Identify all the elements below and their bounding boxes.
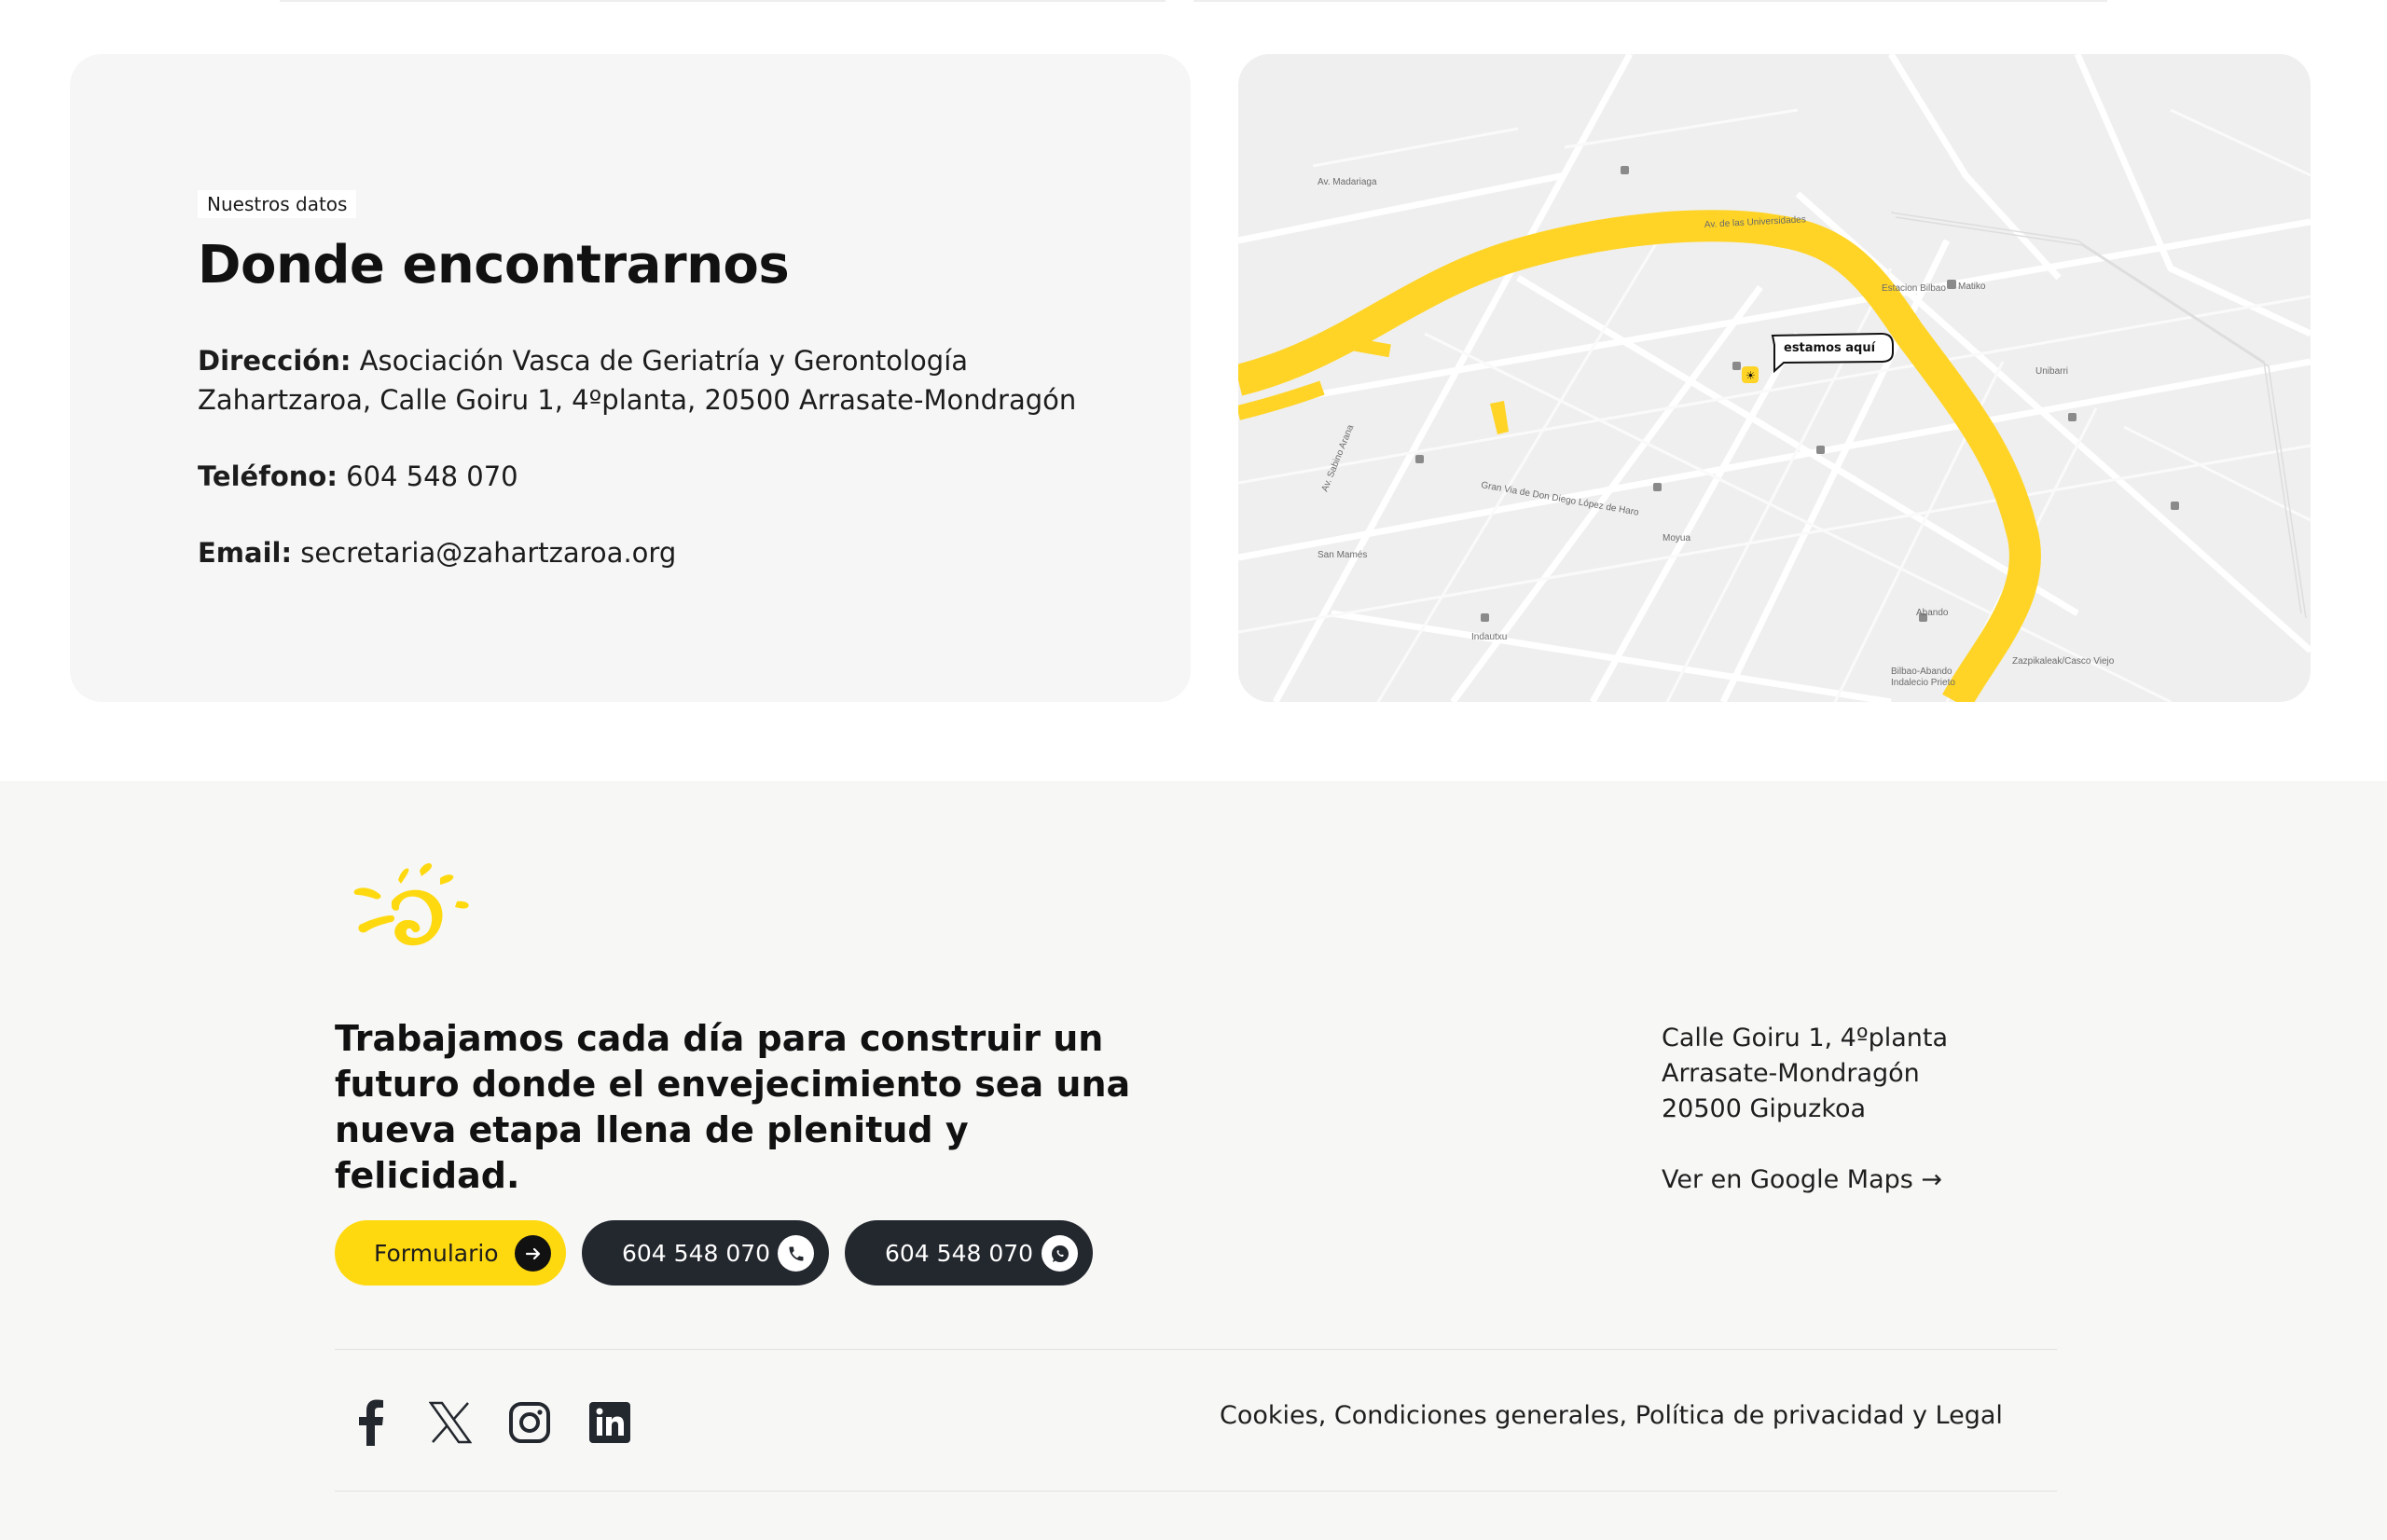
whatsapp-button[interactable] (845, 1220, 1093, 1286)
email-value[interactable]: secretaria@zahartzaroa.org (300, 537, 677, 569)
map-marker-label: estamos aquí (1784, 341, 1876, 355)
email-label: Email: (198, 537, 293, 569)
svg-text:Av. Madariaga: Av. Madariaga (1318, 177, 1377, 187)
instagram-link[interactable] (506, 1398, 553, 1447)
email-row (198, 533, 1130, 572)
call-button-label: 604 548 070 (622, 1239, 771, 1267)
x-icon (429, 1401, 472, 1444)
svg-text:Estacion Bilbao: Estacion Bilbao (1882, 283, 1946, 294)
x-link[interactable] (427, 1398, 474, 1447)
contact-card (70, 54, 1191, 702)
linkedin-icon (588, 1401, 631, 1444)
phone-row (198, 457, 1130, 496)
section-eyebrow: Nuestros datos (198, 190, 356, 218)
svg-text:Abando: Abando (1916, 608, 1949, 618)
instagram-icon (508, 1401, 551, 1444)
address-value: Asociación Vasca de Geriatría y Gerontología Zahartzaroa, Calle Goiru 1, 4ºplanta, 20500 Arrasate-Mondragón (198, 345, 1077, 416)
svg-text:Matiko: Matiko (1958, 282, 1986, 292)
legal-links[interactable]: Cookies, Condiciones generales, Política de privacidad y Legal (1220, 1401, 2003, 1430)
svg-text:Indautxu: Indautxu (1471, 632, 1508, 642)
address-row (198, 341, 1130, 419)
svg-text:Gran Via de Don Diego López de: Gran Via de Don Diego López de Haro (1480, 480, 1640, 518)
arrow-right-icon (515, 1235, 551, 1272)
svg-text:☀: ☀ (1745, 369, 1756, 382)
svg-text:Indalecio Prieto: Indalecio Prieto (1891, 678, 1955, 688)
form-button-label: Formulario (374, 1239, 499, 1267)
address-line: 20500 Gipuzkoa (1662, 1094, 1867, 1123)
facebook-link[interactable] (348, 1398, 394, 1447)
footer-divider-bottom (335, 1491, 2057, 1492)
svg-text:Unibarri: Unibarri (2035, 366, 2069, 377)
top-divider (0, 0, 2387, 2)
phone-label: Teléfono: (198, 461, 338, 492)
footer-address (1662, 1021, 1948, 1127)
phone-icon (778, 1235, 814, 1272)
address-line: Calle Goiru 1, 4ºplanta (1662, 1024, 1949, 1052)
svg-text:Av. de las Universidades: Av. de las Universidades (1704, 214, 1807, 230)
page-title: Donde encontrarnos (198, 235, 790, 296)
footer-divider (335, 1349, 2057, 1350)
svg-text:Moyua: Moyua (1663, 533, 1691, 543)
sun-logo-icon[interactable] (347, 859, 482, 953)
location-map[interactable] (1238, 54, 2311, 702)
address-label: Dirección: (198, 345, 352, 377)
svg-text:San Mamés: San Mamés (1318, 550, 1368, 560)
google-maps-link[interactable]: Ver en Google Maps → (1662, 1165, 1943, 1194)
phone-value[interactable]: 604 548 070 (346, 461, 518, 492)
footer-tagline: Trabajamos cada día para construir un futuro donde el envejecimiento sea una nueva etapa llena de plenitud y felicidad. (335, 1018, 1131, 1196)
whatsapp-button-label: 604 548 070 (885, 1239, 1034, 1267)
linkedin-link[interactable] (586, 1398, 633, 1447)
svg-text:Zazpikaleak/Casco Viejo: Zazpikaleak/Casco Viejo (2012, 656, 2115, 667)
whatsapp-icon (1042, 1235, 1078, 1272)
map-canvas (1238, 54, 2311, 702)
svg-text:Bilbao-Abando: Bilbao-Abando (1891, 667, 1952, 677)
address-line: Arrasate-Mondragón (1662, 1059, 1920, 1088)
call-button[interactable] (582, 1220, 829, 1286)
svg-text:Av. Sabino Arana: Av. Sabino Arana (1319, 423, 1357, 494)
facebook-icon (357, 1399, 385, 1446)
form-button[interactable] (335, 1220, 566, 1286)
